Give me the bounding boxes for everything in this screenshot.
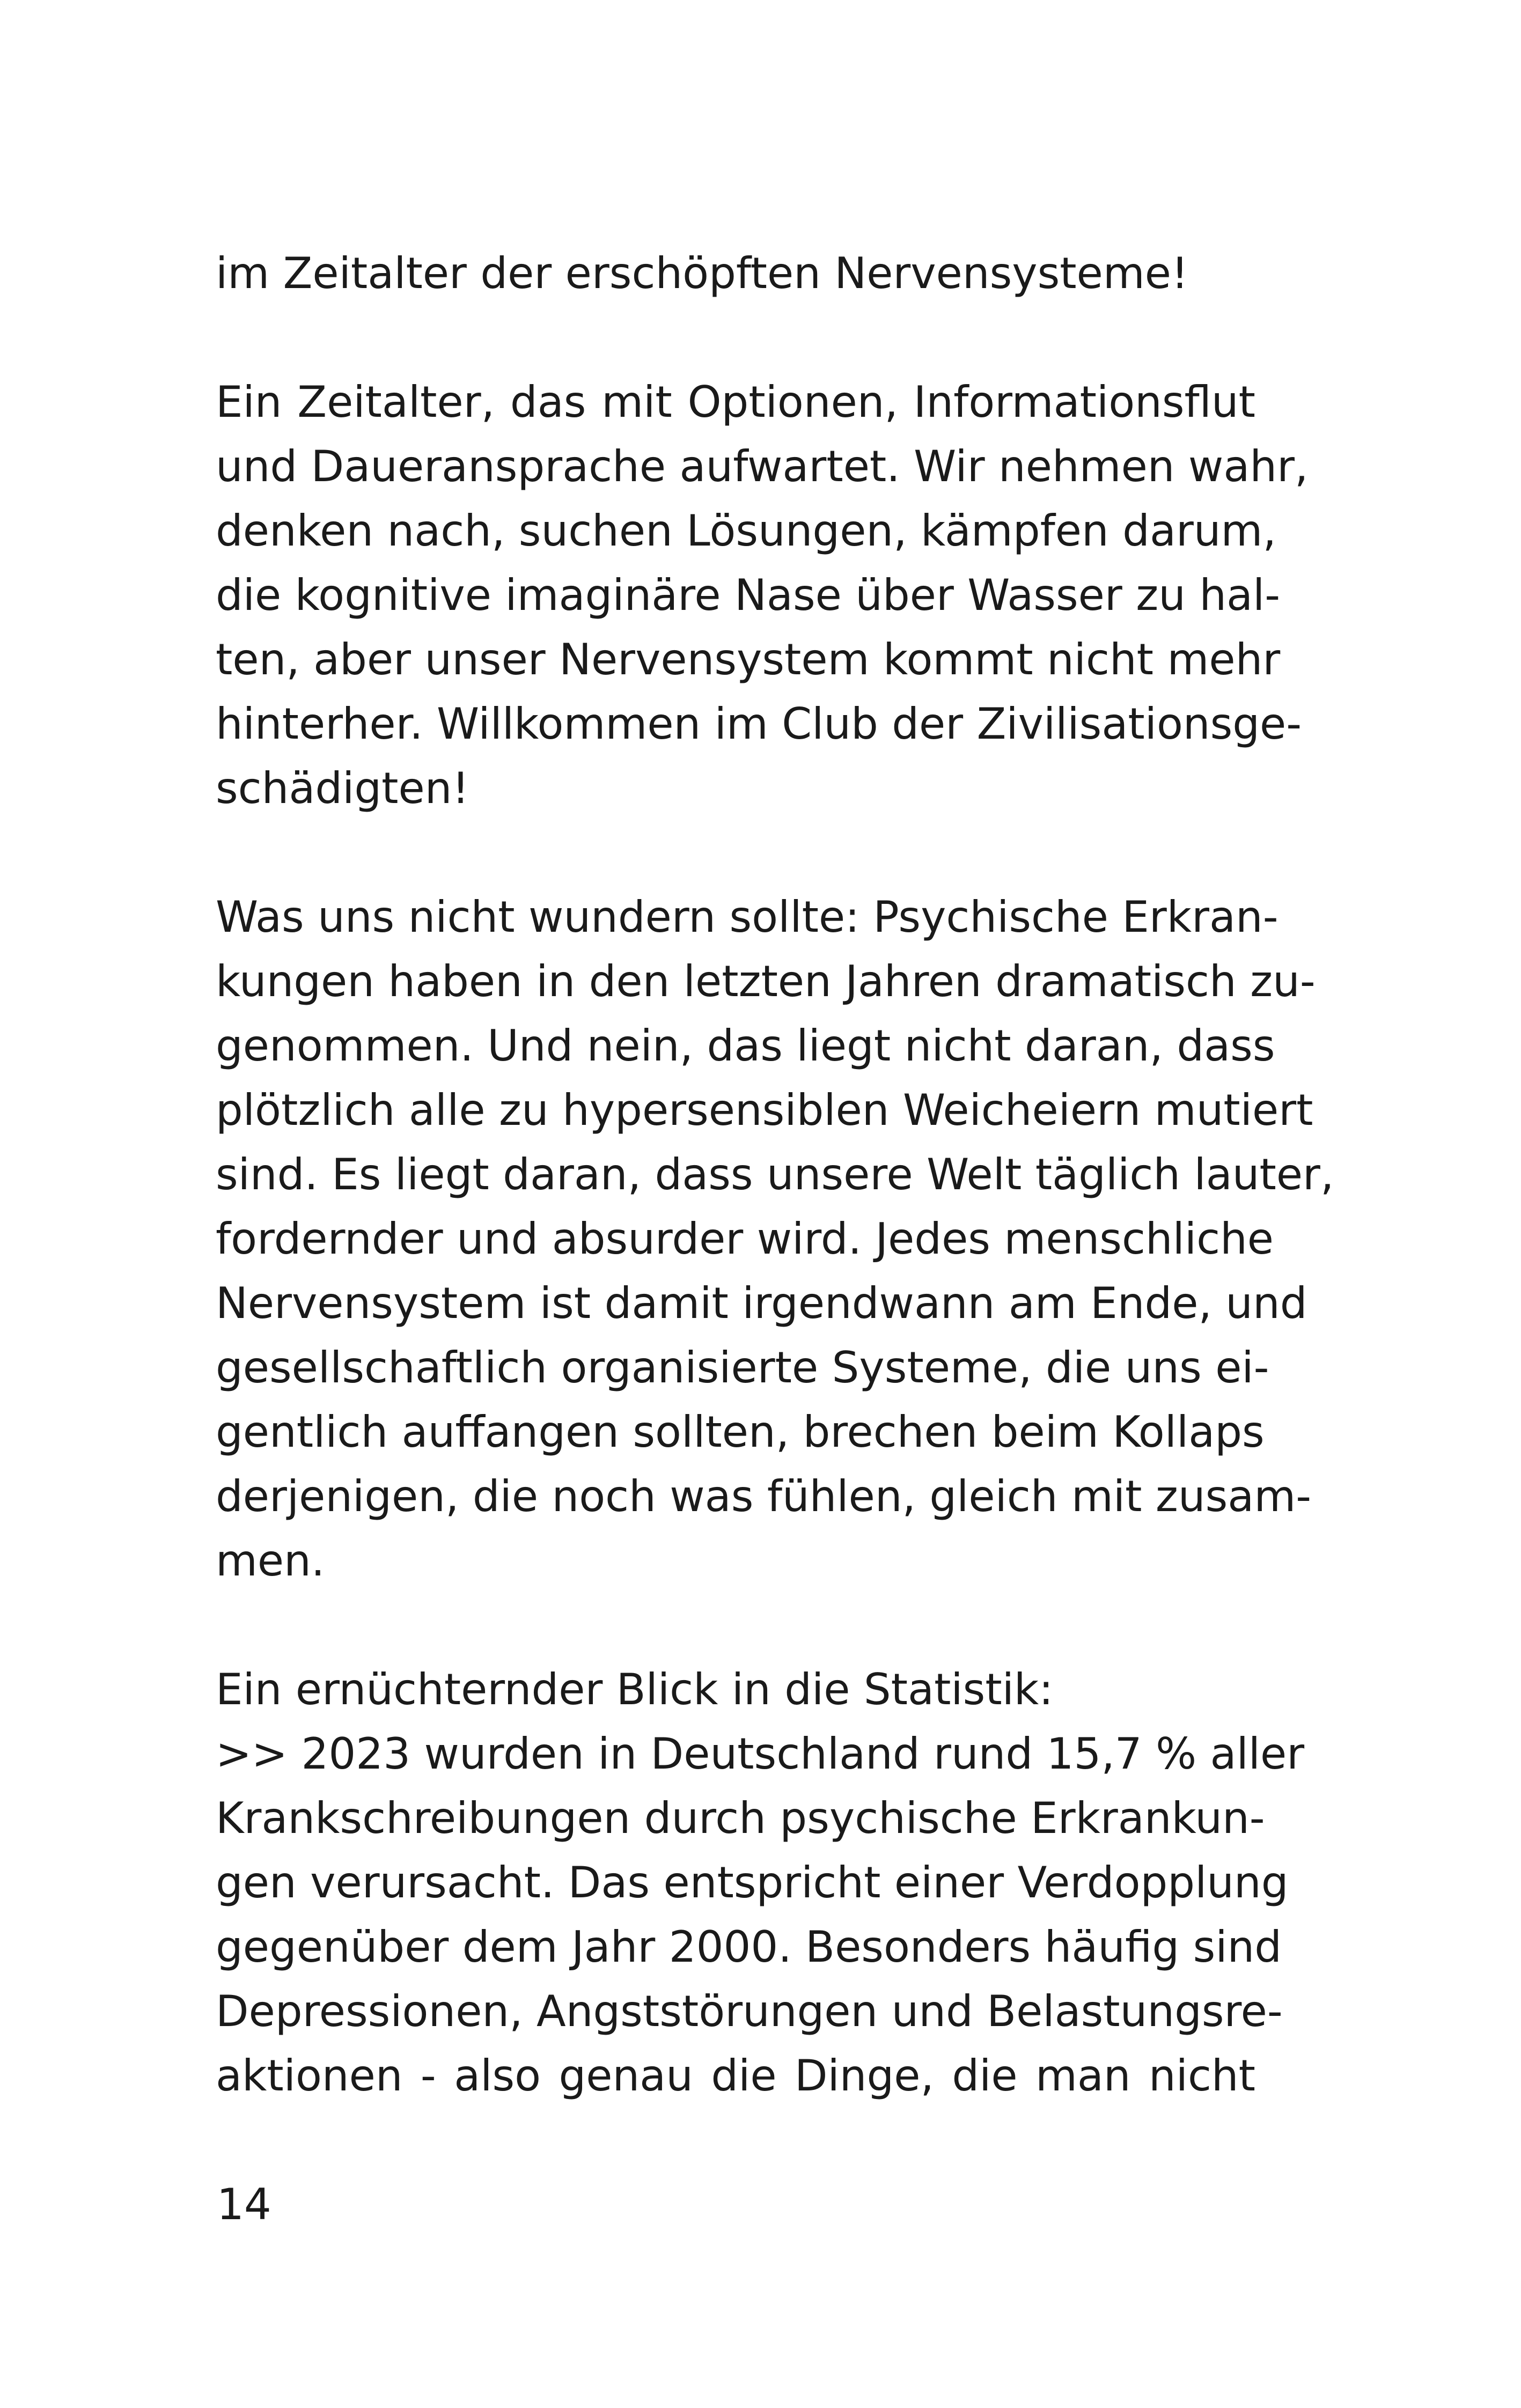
text-line: und Daueransprache aufwartet. Wir nehmen wahr, [216, 441, 1309, 491]
body-text [216, 241, 1334, 2108]
text-line: Nervensystem ist damit irgendwann am Ende, und [216, 1278, 1307, 1328]
text-line: Was uns nicht wundern sollte: Psychische Erkran- [216, 892, 1278, 942]
text-line: aktionen - also genau die Dinge, die man nicht [216, 2051, 1255, 2101]
text-line: kungen haben in den letzten Jahren dramatisch zu- [216, 956, 1316, 1006]
text-line: Krankschreibungen durch psychische Erkrankun- [216, 1793, 1265, 1843]
paragraph-3 [216, 885, 1334, 1593]
paragraph-4 [216, 1658, 1305, 2108]
text-line: >> 2023 wurden in Deutschland rund 15,7 % aller [216, 1729, 1305, 1779]
text-line: Depressionen, Angststörungen und Belastungsre- [216, 1986, 1283, 2036]
text-line: im Zeitalter der erschöpften Nervensysteme! [216, 248, 1189, 298]
text-line: derjenigen, die noch was fühlen, gleich mit zusam- [216, 1471, 1312, 1521]
text-line: die kognitive imaginäre Nase über Wasser zu hal- [216, 570, 1281, 620]
page-number: 14 [217, 2179, 271, 2229]
text-line: plötzlich alle zu hypersensiblen Weicheiern mutiert [216, 1085, 1313, 1135]
text-line: fordernder und absurder wird. Jedes menschliche [216, 1214, 1274, 1264]
paragraph-2 [216, 370, 1309, 821]
text-line: Ein ernüchternder Blick in die Statistik: [216, 1665, 1054, 1714]
text-line: gen verursacht. Das entspricht einer Verdopplung [216, 1858, 1289, 1908]
text-line: genommen. Und nein, das liegt nicht daran, dass [216, 1021, 1275, 1071]
text-line: denken nach, suchen Lösungen, kämpfen darum, [216, 506, 1276, 556]
text-line: gentlich auffangen sollten, brechen beim Kollaps [216, 1407, 1265, 1457]
text-line: gesellschaftlich organisierte Systeme, die uns ei- [216, 1343, 1269, 1393]
text-line: gegenüber dem Jahr 2000. Besonders häufig sind [216, 1922, 1282, 1972]
text-line: ten, aber unser Nervensystem kommt nicht mehr [216, 635, 1281, 684]
text-line: hinterher. Willkommen im Club der Zivilisationsge- [216, 699, 1302, 749]
paragraph-1 [216, 241, 1255, 306]
text-line: sind. Es liegt daran, dass unsere Welt täglich lauter, [216, 1150, 1334, 1199]
text-line: men. [216, 1536, 325, 1586]
text-line: Ein Zeitalter, das mit Optionen, Informationsflut [216, 377, 1255, 427]
text-line: schädigten! [216, 763, 469, 813]
